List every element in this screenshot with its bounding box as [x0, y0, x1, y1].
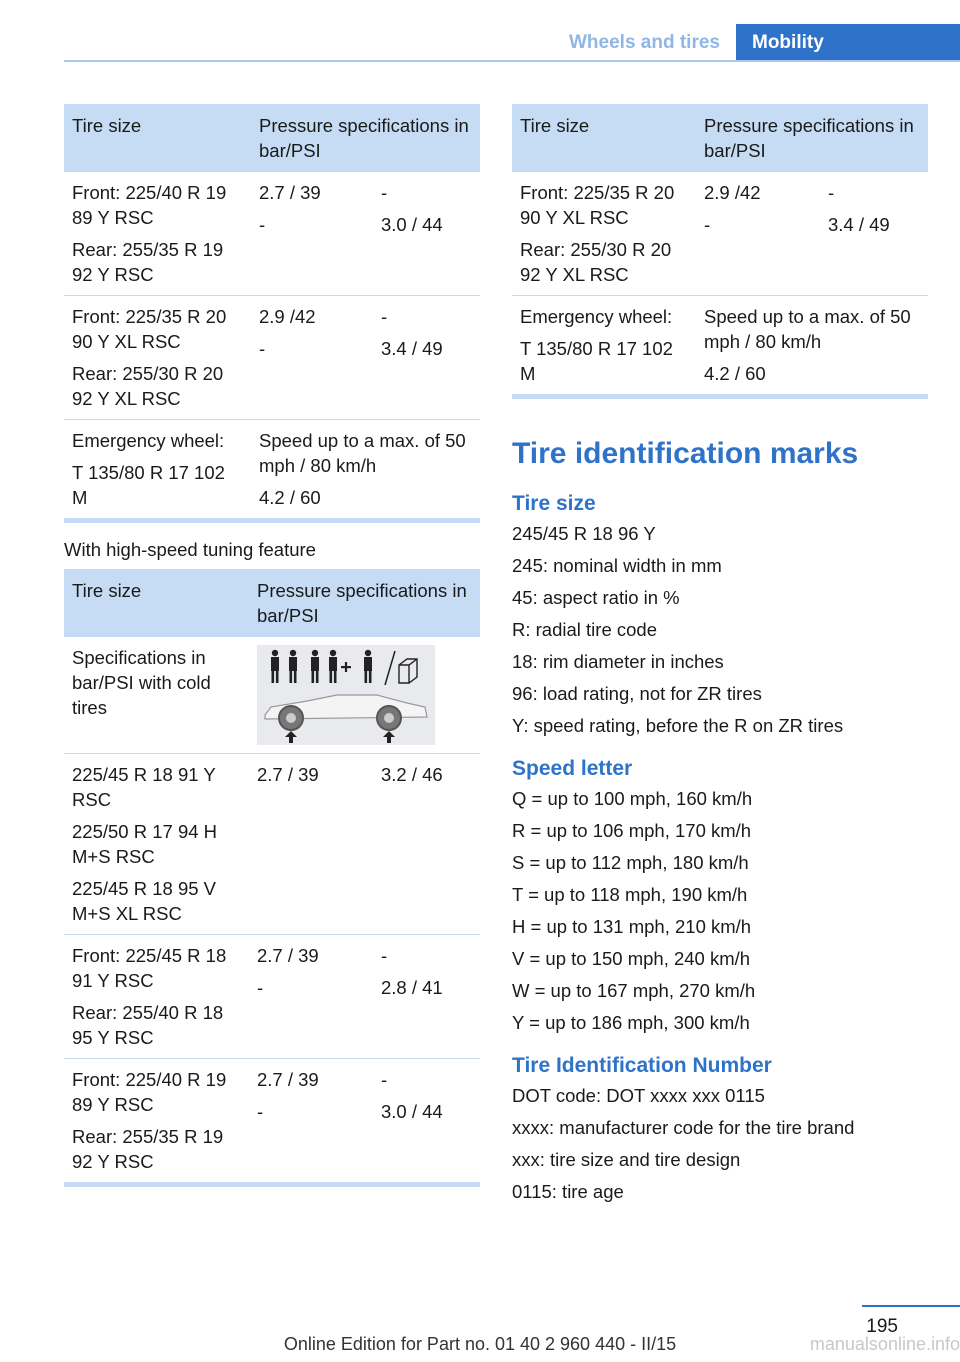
- text-line: H = up to 131 mph, 210 km/h: [512, 916, 752, 937]
- col-tire-size: Tire size: [64, 104, 251, 172]
- tire-size-front: Front: 225/40 R 19 89 Y RSC: [72, 1069, 227, 1115]
- tire-size-rear: Rear: 255/35 R 19 92 Y RSC: [72, 239, 224, 285]
- pressure-value: -: [257, 1101, 264, 1122]
- table-row: [64, 172, 480, 296]
- pressure-value: -: [259, 214, 266, 235]
- table-row: [64, 420, 480, 521]
- pressure-value: -: [828, 182, 835, 203]
- page-header: [553, 24, 960, 62]
- tire-size-rear: Rear: 255/40 R 18 95 Y RSC: [72, 1002, 224, 1048]
- pressure-value: -: [259, 338, 266, 359]
- tire-size: 225/45 R 18 91 Y RSC: [72, 764, 216, 810]
- table-row: [64, 637, 480, 754]
- tire-identification-section: [512, 436, 928, 1208]
- col-pressure: Pressure specifications in bar/PSI: [251, 104, 480, 172]
- tire-size-front: Front: 225/35 R 20 90 Y XL RSC: [72, 306, 227, 352]
- tire-size-label: Emergency wheel:: [72, 430, 225, 451]
- cold-tire-note: Specifications in bar/PSI with cold tires: [72, 647, 211, 718]
- tire-size-value: T 135/80 R 17 102 M: [520, 338, 673, 384]
- text-line: xxxx: manufacturer code for the tire brand: [512, 1117, 855, 1138]
- tire-size-rear: Rear: 255/30 R 20 92 Y XL RSC: [72, 363, 224, 409]
- tire-pressure-table-high-speed: [64, 569, 480, 1187]
- page-number: 195: [866, 1316, 898, 1337]
- chapter-tab: Mobility: [736, 24, 960, 62]
- tire-size: 225/45 R 18 95 V M+S XL RSC: [72, 878, 216, 924]
- col-tire-size: Tire size: [64, 569, 249, 637]
- pressure-value: 2.7 / 39: [257, 945, 319, 966]
- section-title: Wheels and tires: [569, 32, 720, 53]
- tire-size-front: Front: 225/45 R 18 91 Y RSC: [72, 945, 227, 991]
- footer-divider: [862, 1305, 960, 1307]
- text-line: xxx: tire size and tire design: [512, 1149, 741, 1170]
- table-row: [64, 1059, 480, 1185]
- text-line: Y = up to 186 mph, 300 km/h: [512, 1012, 750, 1033]
- text-line: V = up to 150 mph, 240 km/h: [512, 948, 751, 969]
- pressure-value: 4.2 / 60: [259, 487, 321, 508]
- tire-pressure-table-top-right: [512, 104, 928, 399]
- pressure-value: -: [381, 306, 388, 327]
- pressure-value: -: [381, 945, 388, 966]
- speed-limit-note: Speed up to a max. of 50 mph / 80 km/h: [704, 306, 911, 352]
- pressure-value: 3.4 / 49: [381, 338, 443, 359]
- table-header-row: [64, 569, 480, 637]
- speed-limit-note: Speed up to a max. of 50 mph / 80 km/h: [259, 430, 466, 476]
- table-caption: With high-speed tuning feature: [64, 539, 316, 560]
- text-line: DOT code: DOT xxxx xxx 0115: [512, 1085, 765, 1106]
- table-row: [64, 754, 480, 935]
- table-row: [64, 935, 480, 1059]
- pressure-value: 2.9 /42: [259, 306, 316, 327]
- tire-size-label: Emergency wheel:: [520, 306, 673, 327]
- pressure-value: 3.0 / 44: [381, 1101, 443, 1122]
- text-line: 245/45 R 18 96 Y: [512, 523, 656, 544]
- pressure-value: 3.0 / 44: [381, 214, 443, 235]
- load-diagram-image: [257, 645, 435, 745]
- text-line: 18: rim diameter in inches: [512, 651, 724, 672]
- tire-size-rear: Rear: 255/35 R 19 92 Y RSC: [72, 1126, 224, 1172]
- speed-letter-heading: Speed letter: [512, 757, 633, 780]
- col-tire-size: Tire size: [512, 104, 696, 172]
- pressure-value: 3.4 / 49: [828, 214, 890, 235]
- pressure-value: 2.7 / 39: [257, 764, 319, 785]
- table-row: [512, 172, 928, 296]
- text-line: Q = up to 100 mph, 160 km/h: [512, 788, 753, 809]
- tire-size-rear: Rear: 255/30 R 20 92 Y XL RSC: [520, 239, 672, 285]
- col-pressure: Pressure specifications in bar/PSI: [696, 104, 928, 172]
- pressure-value: -: [381, 182, 388, 203]
- text-line: S = up to 112 mph, 180 km/h: [512, 852, 749, 873]
- text-line: R: radial tire code: [512, 619, 657, 640]
- pressure-value: -: [381, 1069, 388, 1090]
- table-row: [64, 296, 480, 420]
- header-divider: [64, 60, 960, 62]
- pressure-value: 3.2 / 46: [381, 764, 443, 785]
- pressure-value: 2.9 /42: [704, 182, 761, 203]
- tire-size-front: Front: 225/35 R 20 90 Y XL RSC: [520, 182, 675, 228]
- tire-pressure-table-top-left: [64, 104, 480, 523]
- table-header-row: [64, 104, 480, 172]
- tire-size: 225/50 R 17 94 H M+S RSC: [72, 821, 218, 867]
- section-heading: Tire identification marks: [512, 437, 859, 470]
- pressure-value: 2.7 / 39: [257, 1069, 319, 1090]
- text-line: 245: nominal width in mm: [512, 555, 722, 576]
- table-header-row: [512, 104, 928, 172]
- tire-size-front: Front: 225/40 R 19 89 Y RSC: [72, 182, 227, 228]
- text-line: 96: load rating, not for ZR tires: [512, 683, 762, 704]
- text-line: 45: aspect ratio in %: [512, 587, 680, 608]
- tire-size-value: T 135/80 R 17 102 M: [72, 462, 225, 508]
- text-line: R = up to 106 mph, 170 km/h: [512, 820, 752, 841]
- tire-size-heading: Tire size: [512, 492, 596, 515]
- tin-heading: Tire Identification Number: [512, 1054, 772, 1077]
- text-line: Y: speed rating, before the R on ZR tires: [512, 715, 844, 736]
- pressure-value: -: [257, 977, 264, 998]
- pressure-value: 2.7 / 39: [259, 182, 321, 203]
- text-line: W = up to 167 mph, 270 km/h: [512, 980, 756, 1001]
- pressure-value: 2.8 / 41: [381, 977, 443, 998]
- text-line: T = up to 118 mph, 190 km/h: [512, 884, 748, 905]
- text-line: 0115: tire age: [512, 1181, 624, 1202]
- watermark: manualsonline.info: [809, 1334, 960, 1354]
- table-row: [512, 296, 928, 397]
- pressure-value: 4.2 / 60: [704, 363, 766, 384]
- col-pressure: Pressure specifications in bar/PSI: [249, 569, 480, 637]
- footer-text: Online Edition for Part no. 01 40 2 960 440 - II/15: [283, 1334, 677, 1354]
- pressure-value: -: [704, 214, 711, 235]
- vehicle-load-icon: [257, 645, 435, 745]
